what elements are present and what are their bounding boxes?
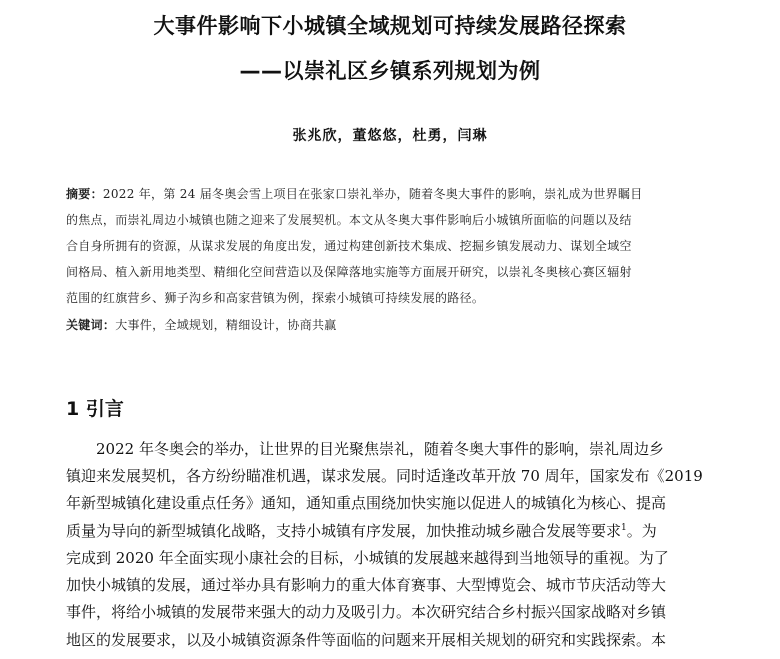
abstract-line: 范围的红旗营乡、狮子沟乡和高家营镇为例，探索小城镇可持续发展的路径。 bbox=[66, 291, 485, 305]
abstract-label: 摘要： bbox=[66, 187, 103, 201]
keywords-text: 大事件，全域规划，精细设计，协商共赢 bbox=[115, 318, 337, 332]
body-line: 年新型城镇化建设重点任务》通知，通知重点围绕加快实施以促进人的城镇化为核心、提高 bbox=[66, 494, 667, 512]
section-heading: 1 引言 bbox=[66, 398, 124, 420]
body-line: 镇迎来发展契机，各方纷纷瞄准机遇，谋求发展。同时适逢改革开放 70 周年，国家发布《2019 bbox=[66, 467, 703, 485]
body-line: 加快小城镇的发展，通过举办具有影响力的重大体育赛事、大型博览会、城市节庆活动等大 bbox=[66, 576, 667, 594]
paper-title: 大事件影响下小城镇全域规划可持续发展路径探索 bbox=[153, 14, 627, 38]
body-line bbox=[66, 520, 657, 541]
abstract-text: 2022 年，第 24 届冬奥会雪上项目在张家口崇礼举办，随着冬奥大事件的影响，崇礼成为世界瞩目 bbox=[102, 187, 643, 201]
body-line-text: 质量为导向的新型城镇化战略，支持小城镇有序发展，加快推动城乡融合发展等要求 bbox=[66, 522, 622, 540]
abstract-line: 的焦点，而崇礼周边小城镇也随之迎来了发展契机。本文从冬奥大事件影响后小城镇所面临的问题以及结 bbox=[66, 213, 632, 227]
keywords-line bbox=[66, 316, 337, 333]
body-line: 2022 年冬奥会的举办，让世界的目光聚焦崇礼，随着冬奥大事件的影响，崇礼周边乡 bbox=[96, 440, 664, 458]
body-line: 事件，将给小城镇的发展带来强大的动力及吸引力。本次研究结合乡村振兴国家战略对乡镇 bbox=[66, 603, 667, 621]
footnote-marker[interactable]: 1 bbox=[621, 523, 627, 533]
abstract-line bbox=[66, 185, 643, 202]
abstract-line: 间格局、植入新用地类型、精细化空间营造以及保障落地实施等方面展开研究，以崇礼冬奥核心赛区辐射 bbox=[66, 265, 632, 279]
body-line: 地区的发展要求，以及小城镇资源条件等面临的问题来开展相关规划的研究和实践探索。本 bbox=[66, 631, 667, 649]
body-line: 完成到 2020 年全面实现小康社会的目标，小城镇的发展越来越得到当地领导的重视。为了 bbox=[66, 549, 669, 567]
keywords-label: 关键词： bbox=[66, 318, 116, 332]
abstract-line: 合自身所拥有的资源，从谋求发展的角度出发，通过构建创新技术集成、挖掘乡镇发展动力、谋划全域空 bbox=[66, 239, 632, 253]
author-list: 张兆欣，董悠悠，杜勇，闫琳 bbox=[292, 128, 488, 144]
body-line-tail: 。为 bbox=[626, 522, 657, 540]
paper-subtitle: ——以崇礼区乡镇系列规划为例 bbox=[239, 59, 541, 83]
